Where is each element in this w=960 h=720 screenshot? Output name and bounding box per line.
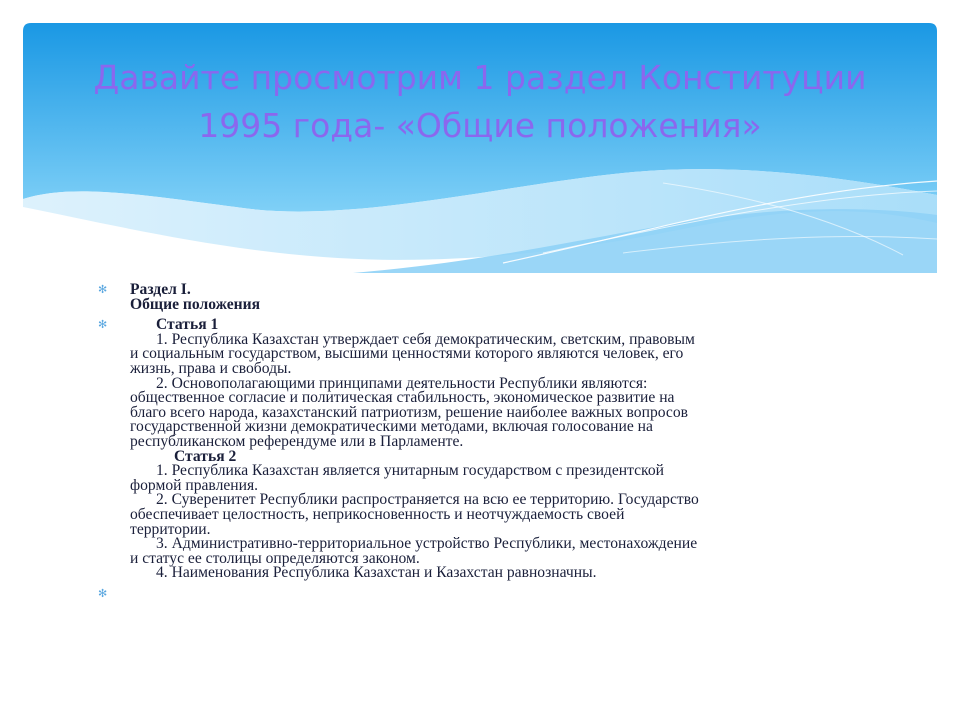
article-2-line: 4. Наименования Республика Казахстан и Казахстан равнозначны. — [156, 564, 597, 582]
article-2-line: территории. — [130, 520, 211, 538]
slide-title — [60, 54, 900, 150]
section-subheading: Общие положения — [130, 295, 261, 313]
slide-title-line-1: Давайте просмотрим 1 раздел Конституции — [93, 58, 867, 97]
asterisk-bullet-icon: ✻ — [98, 586, 108, 600]
bullet-empty — [98, 587, 858, 602]
bullet-articles — [98, 318, 858, 581]
asterisk-bullet-icon: ✻ — [98, 318, 108, 332]
article-1-line: общественное согласие и политическая стабильность, экономическое развитие на — [130, 389, 675, 407]
article-1-heading: Статья 1 — [156, 316, 219, 334]
article-1-line: и социальным государством, высшими ценностями которого являются человек, его — [130, 345, 684, 363]
article-1-line: благо всего народа, казахстанский патриотизм, решение наиболее важных вопросов — [130, 403, 689, 421]
asterisk-bullet-icon: ✻ — [98, 283, 108, 296]
article-2-heading: Статья 2 — [174, 447, 237, 465]
slide-title-line-2: 1995 года- «Общие положения» — [198, 106, 762, 145]
article-2-line: и статус ее столицы определяются законом. — [130, 549, 420, 567]
article-2-line: 1. Республика Казахстан является унитарным государством с президентской — [156, 462, 664, 480]
article-2-line: 3. Административно-территориальное устройство Республики, местонахождение — [156, 535, 698, 553]
article-1-line: жизнь, права и свободы. — [130, 359, 292, 377]
article-1-line: государственной жизни демократическими методами, включая голосование на — [130, 418, 653, 436]
article-2-line: обеспечивает целостность, неприкосновенность и неотчуждаемость своей — [130, 505, 625, 523]
article-1-line: республиканском референдуме или в Парламенте. — [130, 432, 464, 450]
bullet-section-heading — [98, 283, 858, 312]
article-1-line: 2. Основополагающими принципами деятельности Республики являются: — [156, 374, 648, 392]
article-2-line: формой правления. — [130, 476, 259, 494]
section-heading: Раздел I. — [130, 281, 191, 298]
article-2-line: 2. Суверенитет Республики распространяется на всю ее территорию. Государство — [156, 491, 699, 509]
slide-content — [98, 283, 858, 601]
article-1-line: 1. Республика Казахстан утверждает себя демократическим, светским, правовым — [156, 330, 695, 348]
